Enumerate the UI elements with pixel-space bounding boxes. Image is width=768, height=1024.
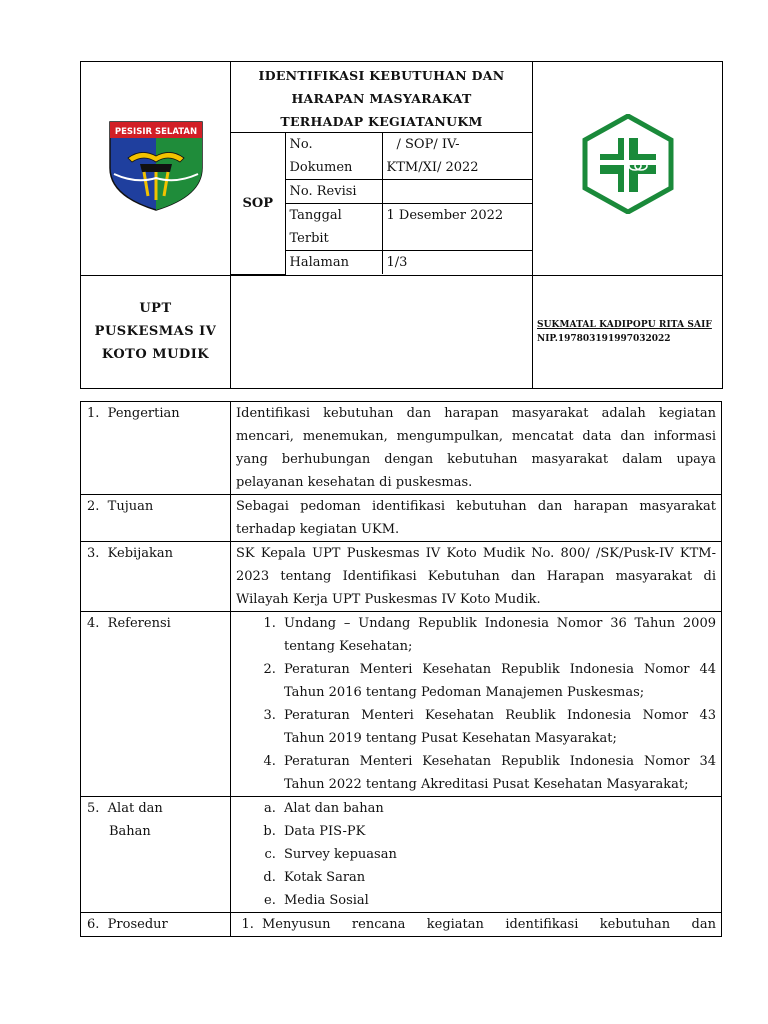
sop-label: SOP — [231, 133, 285, 274]
page-label: Halaman — [285, 251, 382, 275]
section-label-kebijakan: 3. Kebijakan — [81, 541, 231, 611]
section-row — [81, 611, 722, 796]
doc-number-value: / SOP/ IV- KTM/XI/ 2022 — [382, 133, 532, 180]
doc-info-table — [231, 133, 532, 275]
section-row — [81, 796, 722, 912]
logo-banner-text: PESISIR SELATAN — [114, 127, 197, 138]
section-label-pengertian: 1. Pengertian — [81, 401, 231, 494]
list-item: 4. Peraturan Menteri Kesehatan Republik Indonesia Nomor 34 Tahun 2022 tentang Akreditasi Pusat Kesehatan Masyarakat; — [280, 750, 716, 796]
signer-block — [533, 275, 723, 388]
health-cross-logo-icon — [578, 114, 678, 214]
section-row — [81, 401, 722, 494]
title-line-3: TERHADAP KEGIATANUKM — [280, 114, 483, 129]
list-item: 3. Peraturan Menteri Kesehatan Reublik Indonesia Nomor 43 Tahun 2019 tentang Pusat Kesehatan Masyarakat; — [280, 704, 716, 750]
header-table — [80, 61, 723, 389]
section-text-tujuan: Sebagai pedoman identifikasi kebutuhan dan harapan masyarakat terhadap kegiatan UKM. — [231, 494, 722, 541]
section-label-tujuan: 2. Tujuan — [81, 494, 231, 541]
issue-date-label: Tanggal Terbit — [285, 204, 382, 251]
sop-document — [80, 61, 722, 937]
list-item: e. Media Sosial — [280, 889, 716, 912]
section-row — [81, 494, 722, 541]
list-item: 1. Menyusun rencana kegiatan identifikasi kebutuhan dan — [258, 913, 716, 936]
list-item: a. Alat dan bahan — [280, 797, 716, 820]
page-value: 1/3 — [382, 251, 532, 275]
regency-logo-cell — [81, 62, 231, 276]
regency-logo-icon — [106, 116, 206, 212]
doc-number-label: No. Dokumen — [285, 133, 382, 180]
list-item: b. Data PIS-PK — [280, 820, 716, 843]
title-and-doc-info — [231, 62, 533, 276]
signer-nip: NIP.197803191997032022 — [537, 333, 671, 344]
section-text-kebijakan: SK Kepala UPT Puskesmas IV Koto Mudik No. 800/ /SK/Pusk-IV KTM- 2023 tentang Identifikasi Kebutuhan dan Harapan masyarakat di Wilayah Kerja UPT Puskesmas IV Koto Mudik. — [231, 541, 722, 611]
list-item: 2. Peraturan Menteri Kesehatan Republik Indonesia Nomor 44 Tahun 2016 tentang Pedoman Manajemen Puskesmas; — [280, 658, 716, 704]
title-line-1: IDENTIFIKASI KEBUTUHAN DAN — [258, 68, 505, 83]
unit-line-1: UPT — [139, 301, 172, 316]
section-list-prosedur — [231, 912, 722, 936]
signer-name: SUKMATAL KADIPOPU RITA SAIF — [537, 319, 712, 330]
unit-line-2: PUSKESMAS IV — [94, 324, 217, 339]
title-line-2: HARAPAN MASYARAKAT — [291, 91, 472, 106]
document-title — [231, 62, 532, 133]
revision-label: No. Revisi — [285, 180, 382, 204]
unit-line-3: KOTO MUDIK — [101, 347, 210, 362]
health-logo-cell — [533, 62, 723, 276]
revision-value — [382, 180, 532, 204]
list-item: d. Kotak Saran — [280, 866, 716, 889]
section-label-referensi: 4. Referensi — [81, 611, 231, 796]
list-item: 1. Undang – Undang Republik Indonesia Nomor 36 Tahun 2009 tentang Kesehatan; — [280, 612, 716, 658]
list-item: c. Survey kepuasan — [280, 843, 716, 866]
section-list-alat-bahan — [231, 796, 722, 912]
section-label-alat-bahan: 5. Alat dan Bahan — [81, 796, 231, 912]
section-label-prosedur: 6. Prosedur — [81, 912, 231, 936]
issue-date-value: 1 Desember 2022 — [382, 204, 532, 251]
unit-name — [81, 275, 231, 388]
signature-space — [231, 275, 533, 388]
content-table — [80, 401, 722, 937]
section-text-pengertian: Identifikasi kebutuhan dan harapan masyarakat adalah kegiatan mencari, menemukan, mengumpulkan, mencatat data dan informasi yang berhubungan dengan kebutuhan masyarakat dalam upaya pelayanan kesehatan di puskesmas. — [231, 401, 722, 494]
section-list-referensi — [231, 611, 722, 796]
section-row — [81, 912, 722, 936]
section-row — [81, 541, 722, 611]
